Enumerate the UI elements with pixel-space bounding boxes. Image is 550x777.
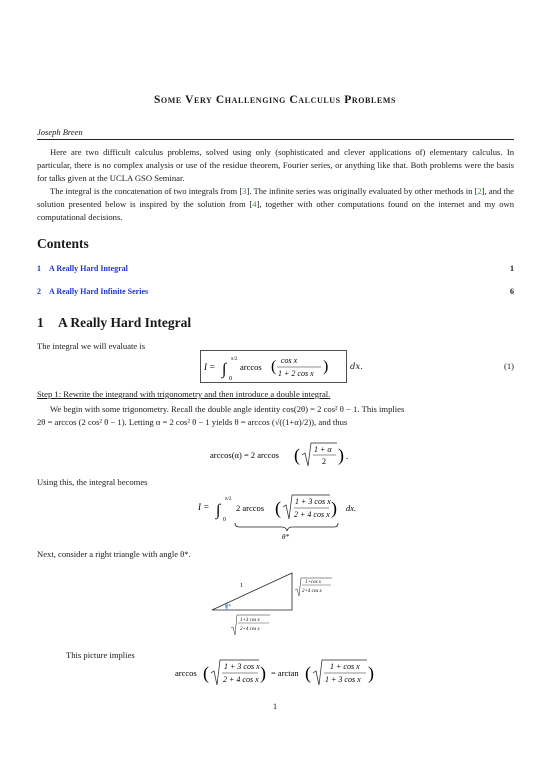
- svg-text:(: (: [294, 445, 300, 465]
- svg-text:2 + 4 cos x: 2 + 4 cos x: [294, 510, 330, 519]
- adjacent-num: 1+3 cos x: [240, 618, 260, 623]
- toc-item-1[interactable]: 1 A Really Hard Integral 1: [37, 264, 514, 273]
- svg-text:1 + 3 cos x: 1 + 3 cos x: [224, 662, 260, 671]
- implies-text: This picture implies: [66, 650, 135, 660]
- trig-line-1: We begin with some trigonometry. Recall the double angle identity cos(2θ) = 2 cos² θ − 1. This implies: [50, 404, 405, 414]
- hypotenuse-label: 1: [240, 583, 243, 589]
- svg-text:∫: ∫: [216, 502, 221, 519]
- equation-4: [175, 655, 385, 691]
- intro-section: [37, 146, 514, 225]
- equation-1: [200, 350, 350, 384]
- contents-heading: Contents: [37, 236, 89, 251]
- svg-text:arccos(α) = 2 arccos: arccos(α) = 2 arccos: [210, 450, 279, 460]
- section-heading: 1 A Really Hard Integral: [37, 315, 192, 330]
- page-number: 1: [272, 701, 278, 711]
- svg-text:): ): [368, 663, 374, 683]
- svg-text:2 + 4 cos x: 2 + 4 cos x: [223, 675, 259, 684]
- svg-text:π/2: π/2: [231, 357, 238, 362]
- svg-text:1 + 2 cos x: 1 + 2 cos x: [278, 369, 314, 378]
- header-rule: [37, 139, 514, 140]
- svg-text:(: (: [271, 358, 277, 375]
- svg-text:): ): [331, 498, 337, 518]
- svg-text:arccos: arccos: [175, 668, 197, 678]
- svg-text:dx.: dx.: [346, 503, 357, 513]
- right-triangle-figure: [200, 565, 370, 637]
- lead-text: The integral we will evaluate is: [37, 341, 146, 351]
- toc-item-2[interactable]: 2 A Really Hard Infinite Series 6: [37, 287, 514, 296]
- intro-paragraph-1: Here are two difficult calculus problems, solved using only (sophisticated and clever applications of) elementary calculus. In particular, there is no complex analysis or use of the residue theorem, Fourier series, or anything like that. Both problems were the basis for talks given at the UCLA GSO Seminar.: [37, 147, 514, 184]
- svg-text:): ): [338, 445, 344, 465]
- svg-text:): ): [260, 663, 266, 683]
- svg-text:.: .: [346, 451, 349, 461]
- svg-text:0: 0: [223, 517, 226, 523]
- toc-page-number: 6: [510, 287, 514, 296]
- trig-paragraph: [37, 403, 514, 429]
- equation-2: [210, 438, 370, 472]
- trig-line-2: 2θ = arccos (2 cos² θ − 1). Letting α = 2 cos² θ − 1 yields θ = arccos (√((1+α)/2)), and thus: [37, 417, 348, 428]
- svg-text:2: 2: [322, 457, 326, 466]
- citation-link[interactable]: 4: [252, 199, 257, 210]
- svg-text:1 + cos x: 1 + cos x: [330, 662, 360, 671]
- svg-text:(: (: [203, 663, 209, 683]
- opposite-num: 1+cos x: [305, 580, 322, 585]
- svg-text:0: 0: [229, 376, 232, 382]
- paper-title: Some Very Challenging Calculus Problems: [153, 94, 397, 106]
- equation-3: [198, 490, 388, 542]
- svg-text:1 + α: 1 + α: [314, 445, 332, 454]
- adjacent-den: 2+4 cos x: [240, 627, 260, 632]
- svg-text:= arctan: = arctan: [271, 668, 299, 678]
- svg-text:2 arccos: 2 arccos: [236, 503, 265, 513]
- opposite-den: 2+4 cos x: [302, 589, 322, 594]
- svg-text:1 + 3 cos x: 1 + 3 cos x: [295, 497, 331, 506]
- svg-text:): ): [323, 358, 329, 375]
- svg-text:π/2: π/2: [225, 497, 232, 502]
- equation-number: (1): [503, 361, 514, 371]
- svg-text:cos x: cos x: [281, 356, 298, 365]
- step-1-heading: Step 1: Rewrite the integrand with trigonometry and then introduce a double integral.: [37, 389, 331, 399]
- svg-text:arccos: arccos: [240, 362, 262, 372]
- using-text: Using this, the integral becomes: [37, 477, 148, 487]
- toc-link: A Really Hard Integral: [49, 264, 128, 273]
- svg-text:θ*: θ*: [282, 533, 289, 541]
- svg-text:(: (: [275, 498, 281, 518]
- citation-link[interactable]: 2: [477, 186, 482, 197]
- angle-label: θ*: [225, 604, 231, 610]
- toc-page-number: 1: [510, 264, 514, 273]
- svg-text:1 + 3 cos x: 1 + 3 cos x: [325, 675, 361, 684]
- intro-paragraph-2: The integral is the concatenation of two integrals from [3]. The infinite series was originally evaluated by other methods in [2], and the solution presented below is inspired by the solution from [4], together with other computations found on the internet and my own computational decisions.: [37, 186, 515, 223]
- svg-text:I =: I =: [198, 502, 210, 512]
- citation-link[interactable]: 3: [242, 186, 247, 197]
- toc-link: A Really Hard Infinite Series: [49, 287, 149, 296]
- svg-text:∫: ∫: [222, 361, 227, 378]
- svg-text:(: (: [305, 663, 311, 683]
- eq1-differential: dx.: [350, 362, 363, 372]
- author-name: Joseph Breen: [37, 127, 83, 137]
- svg-text:I =: I =: [204, 362, 216, 372]
- next-text: Next, consider a right triangle with angle θ*.: [37, 549, 191, 559]
